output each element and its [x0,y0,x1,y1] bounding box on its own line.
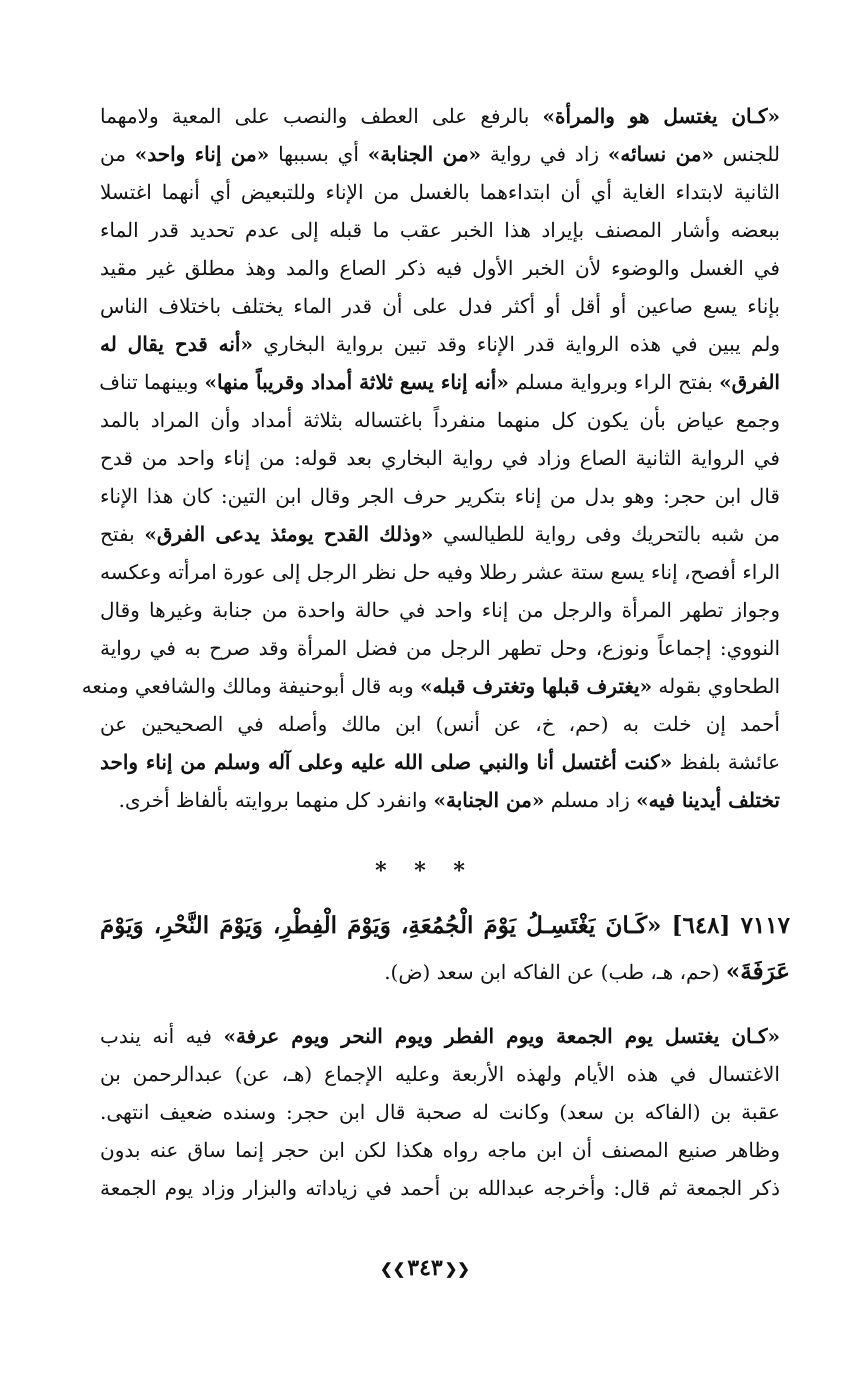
commentary-line: النووي: إجماعاً ونوزع، وحل تطهر الرجل من فضل المرأة وقد صرح به في رواية [100,636,781,660]
commentary-line: ولم يبين في هذه الرواية قدر الإناء وقد تبين برواية البخاري «أنه قدح يقال له [100,332,781,356]
hadith-number: ٧١١٧ [٦٤٨] [671,912,790,939]
commentary-line: وجواز تطهر المرأة والرجل من إناء واحد في حالة واحدة من جنابة وغيرها وقال [100,598,780,622]
commentary-line: تختلف أيدينا فيه» زاد مسلم «من الجنابة» وانفرد كل منهما بروايته بألفاظ أخرى. [118,788,780,812]
hadith-text: ٧١١٧ [٦٤٨] «كَـانَ يَغْتَسِـلُ يَوْمَ الْجُمُعَةِ، وَيَوْمَ الْفِطْرِ، وَيَوْمَ النَّحْرِ، وَيَوْمَ [100,912,790,939]
hadith-text: عَرَفَةَ» (حم، هـ، طب) عن الفاكه ابن سعد (ض). [384,958,790,985]
commentary-line: الطحاوي بقوله «يغترف قبلها وتغترف قبله» وبه قال أبوحنيفة ومالك والشافعي ومنعه [81,674,780,698]
section-separator: * * * [375,858,475,884]
commentary-line: في الغسل والوضوء لأن الخبر الأول فيه ذكر الصاع والمد وهذ مطلق غير مقيد [100,256,780,280]
hadith-source: (حم، هـ، طب) عن الفاكه ابن سعد (ض). [384,960,726,984]
ornament-left-icon: ❮❮ [444,1260,470,1278]
commentary-line: الاغتسال في هذه الأيام ولهذه الأربعة وعليه الإجماع (هـ، عن) عبدالرحمن بن [100,1062,780,1086]
page-number: ❮❮٣٤٣❯❯ [380,1255,470,1281]
commentary-line: للجنس «من نسائه» زاد في رواية «من الجنابة» أي بسببها «من إناء واحد» من [100,142,780,166]
commentary-line: ببعضه وأشار المصنف بإيراد هذا الخبر عقب ما قبله إلى عدم تحديد قدر الماء [100,218,780,242]
commentary-line: في الرواية الثانية الصاع وزاد في رواية البخاري بعد قوله: من إناء واحد من قدح [100,446,780,470]
commentary-line: من شبه بالتحريك وفى رواية للطيالسي «وذلك القدح يومئذ يدعى الفرق» بفتح [100,522,780,546]
commentary-line: بإناء يسع صاعين أو أقل أو أكثر فدل على أن قدر الماء يختلف باختلاف الناس [100,294,780,318]
commentary-line: «كـان يغتسل يوم الجمعة ويوم الفطر ويوم النحر ويوم عرفة» فيه أنه يندب [100,1024,780,1048]
commentary-line: وظاهر صنيع المصنف أن ابن ماجه رواه هكذا لكن ابن حجر إنما ساق عنه بدون [100,1138,780,1162]
commentary-line: الفرق» بفتح الراء وبرواية مسلم «أنه إناء يسع ثلاثة أمداد وقريباً منها» وبينهما تناف [99,370,780,394]
commentary-line: «كـان يغتسل هو والمرأة» بالرفع على العطف والنصب على المعية ولامهما [100,104,781,128]
commentary-line: الثانية لابتداء الغاية أي أن ابتداءهما بالغسل من الإناء وللتبعيض أي أنهما اغتسلا [100,180,780,204]
commentary-line: عقبة بن (الفاكه بن سعد) وكانت له صحبة قال ابن حجر: وسنده ضعيف انتهى. [100,1100,780,1124]
ornament-right-icon: ❯❯ [380,1260,406,1278]
commentary-line: وجمع عياض بأن يكون كل منهما منفرداً باغتساله بثلاثة أمداد وأن المراد بالمد [100,408,780,432]
commentary-line: الراء أفصح، إناء يسع ستة عشر رطلا وفيه حل نظر الرجل إلى عورة امرأته وعكسه [100,560,781,584]
commentary-line: قال ابن حجر: وهو بدل من إناء بتكرير حرف الجر وقال ابن التين: كان هذا الإناء [100,484,780,508]
commentary-line: أحمد إن خلت به (حم، خ، عن أنس) ابن مالك وأصله في الصحيحين عن [100,712,780,736]
commentary-line: عائشة بلفظ «كنت أغتسل أنا والنبي صلى الله عليه وعلى آله وسلم من إناء واحد [100,750,781,774]
commentary-line: ذكر الجمعة ثم قال: وأخرجه عبدالله بن أحمد في زياداته والبزار وزاد يوم الجمعة [100,1176,780,1200]
